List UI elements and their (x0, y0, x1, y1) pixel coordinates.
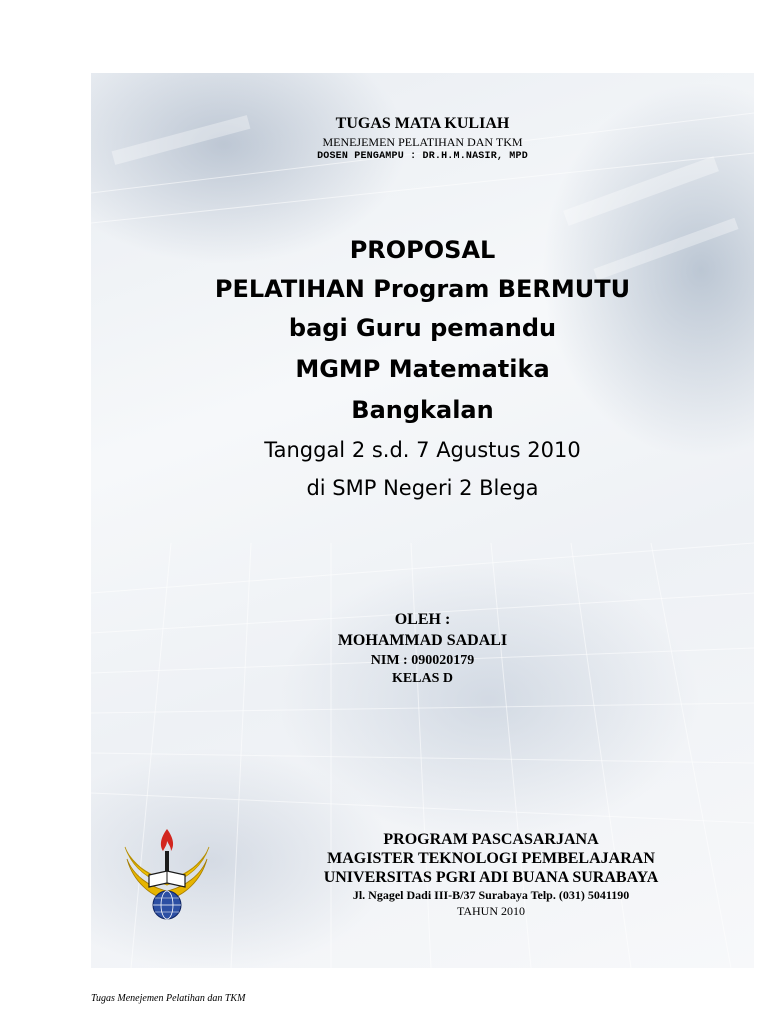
university-name: UNIVERSITAS PGRI ADI BUANA SURABAYA (323, 869, 659, 886)
event-date: Tanggal 2 s.d. 7 Agustus 2010 (264, 438, 581, 462)
title-line-4: MGMP Matematika (295, 355, 550, 383)
university-address: Jl. Ngagel Dadi III-B/37 Surabaya Telp. (031) 5041190 (352, 888, 630, 902)
title-line-5: Bangkalan (351, 396, 494, 424)
page-footer: Tugas Menejemen Pelatihan dan TKM (91, 993, 246, 1004)
year-label: TAHUN 2010 (456, 904, 526, 918)
author-nim: NIM : 090020179 (370, 653, 475, 668)
author-name: MOHAMMAD SADALI (337, 632, 508, 649)
author-label: OLEH : (394, 611, 451, 628)
title-line-1: PROPOSAL (349, 236, 496, 264)
department-name: MAGISTER TEKNOLOGI PEMBELAJARAN (327, 850, 655, 867)
university-emblem-icon (121, 825, 213, 923)
course-name: MENEJEMEN PELATIHAN DAN TKM (322, 135, 523, 149)
institution-block (231, 830, 751, 919)
author-class: KELAS D (391, 671, 454, 686)
lecturer-line: DOSEN PENGAMPU : DR.H.M.NASIR, MPD (317, 151, 528, 162)
program-name: PROGRAM PASCASARJANA (383, 831, 599, 848)
title-line-3: bagi Guru pemandu (288, 314, 557, 342)
cover-page (91, 73, 754, 968)
course-title: TUGAS MATA KULIAH (335, 115, 510, 132)
title-line-2: PELATIHAN Program BERMUTU (214, 275, 631, 303)
event-place: di SMP Negeri 2 Blega (306, 476, 539, 500)
